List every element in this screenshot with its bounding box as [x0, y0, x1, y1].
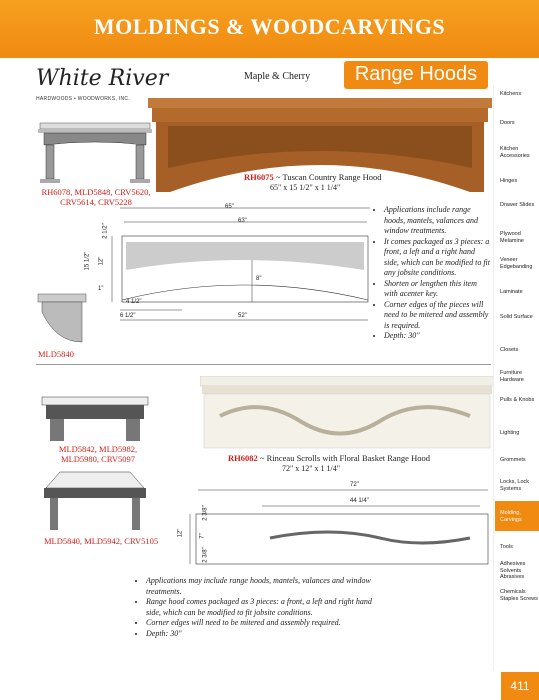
feature-item: • Applications may include range hoods, mantels, valances and window treatments. — [146, 576, 372, 597]
product2-code: RH6082 — [228, 453, 258, 463]
sidebar-item-kitchens[interactable]: Kitchens — [500, 91, 522, 97]
feature-item: • It comes packaged as 3 pieces: a front, a left and a right hand side, which can be modified to fit any jobsite conditions. — [384, 237, 490, 279]
sidebar-item-pulls-knobs[interactable]: Pulls & Knobs — [500, 397, 535, 403]
brand-logo: White River — [36, 66, 169, 91]
dim-leg-offset: 6 1/2" — [120, 313, 136, 319]
dim2-width-inner: 44 1/4" — [350, 498, 369, 504]
product2-features — [136, 576, 372, 639]
dim-arch-width: 52" — [238, 313, 247, 319]
product1-name: ~ Tuscan Country Range Hood — [273, 172, 382, 182]
dim2-height: 12" — [177, 528, 184, 538]
product1-size: 65" x 15 1/2" x 1 1/4" — [270, 183, 341, 192]
sidebar-item-kitchen-accessories[interactable]: Kitchen Accessories — [500, 146, 530, 159]
feature-item: • Depth: 30" — [384, 331, 490, 342]
product2-size: 72" x 12" x 1 1/4" — [282, 464, 341, 473]
species-label: Maple & Cherry — [244, 71, 311, 82]
dim-overall-height: 15 1/2" — [84, 251, 91, 271]
sidebar-item-doors[interactable]: Doors — [500, 120, 515, 126]
rinceau-hood-image — [200, 376, 494, 450]
dim-width-overall: 65" — [225, 204, 234, 210]
dim-top-band: 2 1/2" — [102, 223, 109, 239]
feature-item: • Depth: 30" — [146, 629, 372, 640]
sidebar-item-laminate[interactable]: Laminate — [500, 289, 523, 295]
corbel-thumbnail — [36, 292, 88, 346]
feature-item: • Range hood comes packaged as 3 pieces: a front, a left and right hand side, which can be modified to fit jobsite conditions. — [146, 597, 372, 618]
page-number: 411 — [501, 672, 539, 700]
feature-item: • Corner edges of the pieces will need to be mitered and assembly is required. — [384, 300, 490, 332]
related-products-3: MLD5840, MLD5942, CRV5105 — [44, 536, 159, 546]
product2-name: ~ Rinceau Scrolls with Floral Basket Range Hood — [257, 453, 430, 463]
sidebar-item-lighting[interactable]: Lighting — [500, 430, 520, 436]
dim-leg-width: 4 1/2" — [126, 299, 142, 305]
feature-item: • Applications include range hoods, mantels, valances and window treatments. — [384, 205, 490, 237]
sidebar-item-drawer-slides[interactable]: Drawer Slides — [500, 202, 535, 208]
sidebar-item-closets[interactable]: Closets — [500, 347, 519, 353]
product1-features — [374, 205, 490, 342]
dim2-mid: 7" — [199, 533, 206, 539]
dim2-bottom: 2 3/8" — [202, 547, 209, 563]
product1-code: RH6075 — [244, 172, 274, 182]
corbel-code: MLD5840 — [38, 349, 74, 359]
sidebar-item-adhesives[interactable]: Adhesives Solvents Abrasives — [500, 561, 526, 580]
feature-item: • Shorten or lengthen this item with acenter key. — [384, 279, 490, 300]
dim2-width-overall: 72" — [350, 482, 359, 488]
hood-thumbnail-1 — [36, 117, 154, 185]
page-title: MOLDINGS & WOODCARVINGS — [93, 14, 446, 39]
sidebar-item-solid-surface[interactable]: Solid Surface — [500, 314, 533, 320]
sidebar-item-grommets[interactable]: Grommets — [500, 457, 526, 463]
hood-thumbnail-3 — [40, 470, 150, 532]
related-products-1: RH6078, MLD5848, CRV5620, CRV5614, CRV5228 — [41, 187, 151, 207]
dim2-top: 2 3/8" — [202, 505, 209, 521]
sidebar-item-chemicals[interactable]: Chemicals Staples Screws — [500, 589, 538, 602]
brand-tagline: HARDWOODS • WOODWORKS, INC. — [36, 96, 131, 102]
hood-diagram-1 — [82, 200, 372, 330]
sidebar-item-furniture-hardware[interactable]: Furniture Hardware — [500, 370, 524, 383]
product1-title — [244, 172, 444, 182]
product2-title — [228, 453, 488, 463]
dim-side-height: 12" — [98, 256, 105, 266]
sidebar-item-plywood[interactable]: Plywood Melamine — [500, 231, 524, 244]
sidebar-item-tools[interactable]: Tools — [500, 544, 513, 550]
sidebar-item-locks[interactable]: Locks, Lock Systems — [500, 479, 530, 492]
dim-width-inner: 63" — [238, 218, 247, 224]
hood-thumbnail-2 — [40, 395, 150, 443]
sidebar-item-veneer[interactable]: Veneer Edgebanding — [500, 257, 533, 270]
dim-center-height: 8" — [256, 276, 262, 282]
sidebar-item-hinges[interactable]: Hinges — [500, 178, 518, 184]
section-divider — [36, 364, 491, 365]
hood-diagram-2 — [180, 486, 490, 568]
dim-bottom: 1" — [98, 286, 104, 292]
related-products-2: MLD5842, MLD5982, MLD5980, CRV5097 — [58, 444, 138, 464]
sidebar-item-molding-carvings[interactable]: Molding, Carvings — [500, 510, 522, 523]
section-badge-label: Range Hoods — [354, 63, 478, 85]
feature-item: • Corner edges will need to be mitered and assembly required. — [146, 618, 372, 629]
